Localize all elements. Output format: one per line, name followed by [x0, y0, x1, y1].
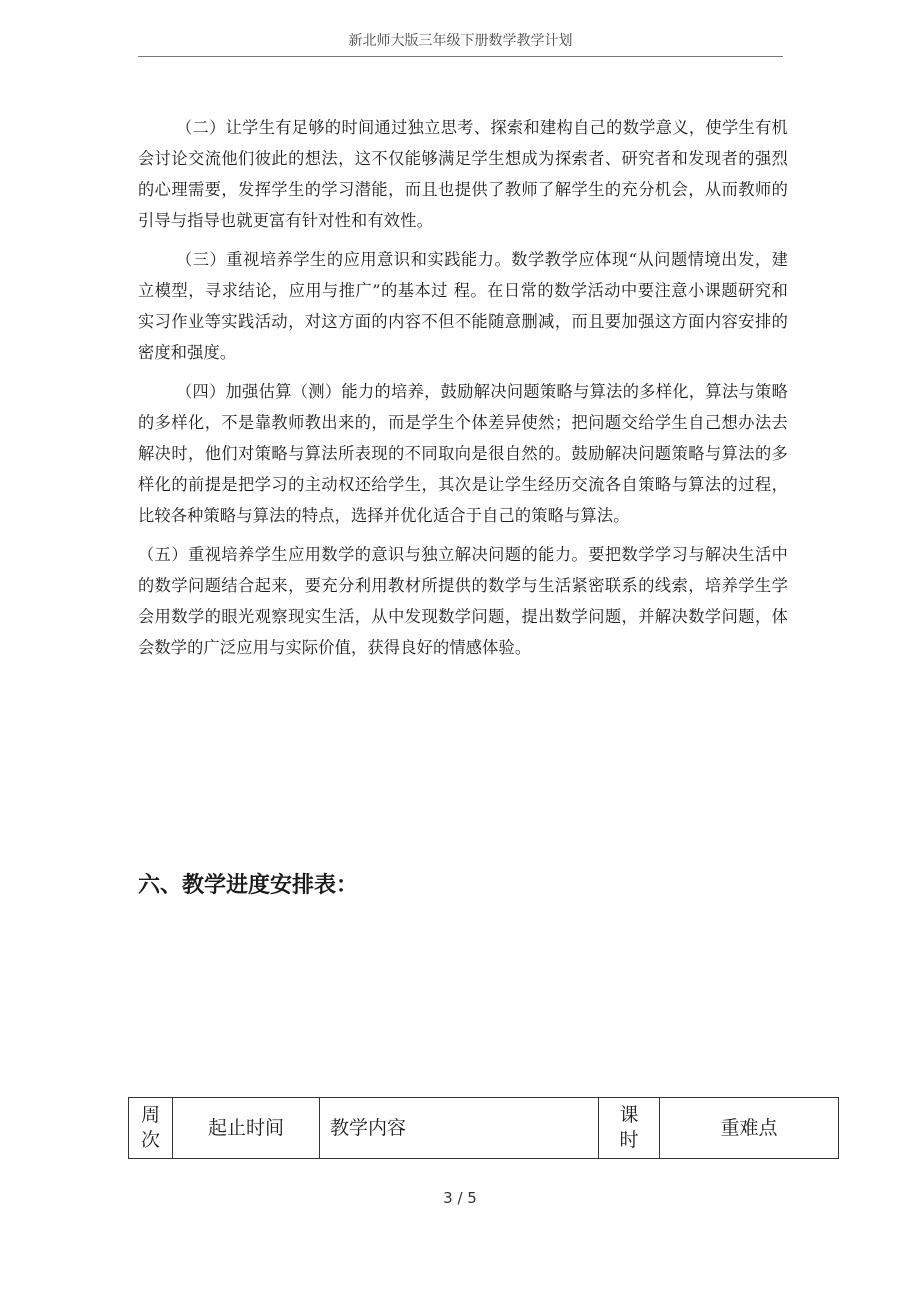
paragraph-4: （四）加强估算（测）能力的培养，鼓励解决问题策略与算法的多样化，算法与策略的多样化，不是靠教师教出来的，而是学生个体差异使然；把问题交给学生自己想办法去解决时，他们对策略与算法所表现的不同取向是很自然的。鼓励解决问题策略与算法的多样化的前提是把学习的主动权还给学生，其次是让学生经历交流各自策略与算法的过程，比较各种策略与算法的特点，选择并优化适合于自己的策略与算法。: [138, 382, 788, 525]
table-header-row: [129, 1098, 839, 1159]
page-number: 3 / 5: [443, 1189, 477, 1207]
page-header: [138, 30, 783, 57]
header-week-label: 周次: [140, 1104, 160, 1151]
header-hours: [599, 1098, 660, 1159]
header-hours-label: 课时: [619, 1104, 639, 1151]
document-title: 新北师大版三年级下册数学教学计划: [348, 33, 573, 49]
header-date: 起止时间: [173, 1098, 320, 1159]
header-week: [129, 1098, 173, 1159]
header-key-points: 重难点: [660, 1098, 839, 1159]
paragraph-2: （二）让学生有足够的时间通过独立思考、探索和建构自己的数学意义，使学生有机会讨论交流他们彼此的想法，这不仅能够满足学生想成为探索者、研究者和发现者的强烈的心理需要，发挥学生的学习潜能，而且也提供了教师了解学生的充分机会，从而教师的引导与指导也就更富有针对性和有效性。: [138, 118, 788, 230]
paragraph-5: （五）重视培养学生应用数学的意识与独立解决问题的能力。要把数学学习与解决生活中的数学问题结合起来，要充分利用教材所提供的数学与生活紧密联系的线索，培养学生学会用数学的眼光观察现实生活，从中发现数学问题，提出数学问题，并解决数学问题，体会数学的广泛应用与实际价值，获得良好的情感体验。: [138, 545, 788, 657]
body-content: [138, 112, 788, 663]
paragraph-3: （三）重视培养学生的应用意识和实践能力。数学教学应体现“从问题情境出发，建立模型，寻求结论，应用与推广”的基本过 程。在日常的数学活动中要注意小课题研究和实习作业等实践活动，对这方面的内容不但不能随意删减，而且要加强这方面内容安排的密度和强度。: [138, 250, 788, 362]
section-title: 六、教学进度安排表：: [138, 873, 359, 898]
header-content: 教学内容: [320, 1098, 599, 1159]
schedule-table: [128, 1097, 839, 1159]
